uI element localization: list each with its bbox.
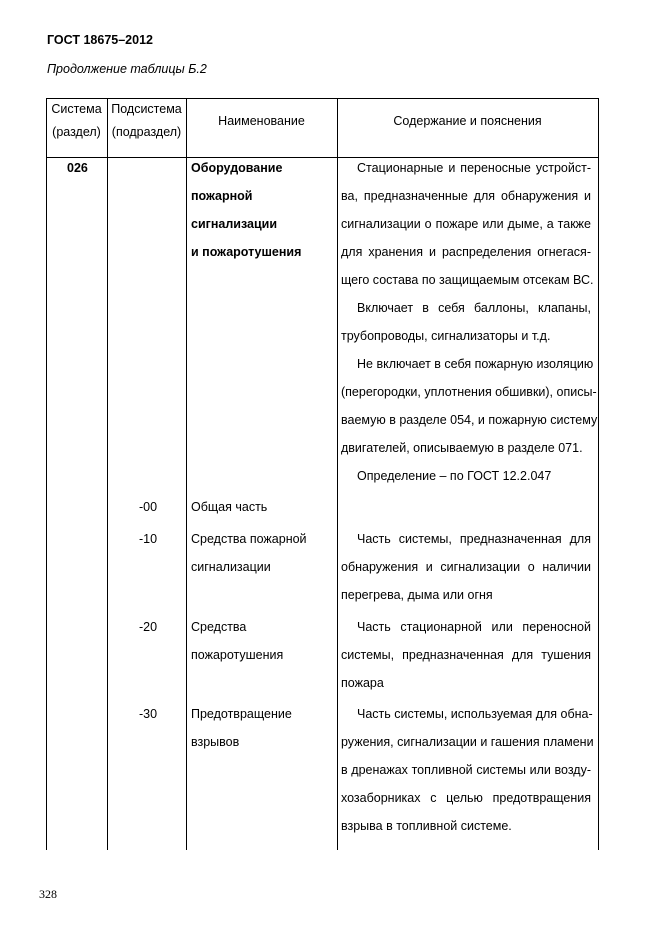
content-line: трубопроводы, сигнализаторы и т.д.: [341, 329, 551, 343]
subsystem-name-line: Средства пожарной: [191, 532, 307, 546]
subsystem-name-line: пожаротушения: [191, 648, 284, 662]
table-continuation-caption: Продолжение таблицы Б.2: [47, 62, 207, 76]
content-line: Стационарные и переносные устройст-: [357, 161, 591, 175]
content-line: сигнализации о пожаре или дыме, а также: [341, 217, 591, 231]
content-line: (перегородки, уплотнения обшивки), описы-: [341, 385, 597, 399]
content-line: ва, предназначенные для обнаружения и: [341, 189, 591, 203]
content-line: Включает в себя баллоны, клапаны,: [357, 301, 591, 315]
column-header-name: Наименование: [218, 114, 305, 128]
system-name-line: и пожаротушения: [191, 245, 302, 259]
page-number: 328: [39, 887, 57, 901]
content-line: ружения, сигнализации и гашения пламени: [341, 735, 594, 749]
content-line: перегрева, дыма или огня: [341, 588, 493, 602]
content-line: ваемую в разделе 054, и пожарную систему: [341, 413, 598, 427]
content-line: в дренажах топливной системы или возду-: [341, 763, 591, 777]
subsystem-code: -20: [139, 620, 158, 634]
content-line: Определение – по ГОСТ 12.2.047: [357, 469, 552, 483]
document-standard-title: ГОСТ 18675–2012: [47, 33, 153, 47]
system-name-line: пожарной: [191, 189, 253, 203]
subsystem-name-line: сигнализации: [191, 560, 271, 574]
column-header-content: Содержание и пояснения: [393, 114, 542, 128]
column-header-subsystem: Подсистема: [111, 102, 182, 116]
system-name-line: Оборудование: [191, 161, 283, 175]
system-name-line: сигнализации: [191, 217, 278, 231]
content-line: пожара: [341, 676, 384, 690]
content-line: Не включает в себя пожарную изоляцию: [357, 357, 594, 371]
system-code: 026: [67, 161, 88, 175]
content-line: взрыва в топливной системе.: [341, 819, 512, 833]
content-line: системы, предназначенная для тушения: [341, 648, 591, 662]
subsystem-name-line: Предотвращение: [191, 707, 292, 721]
subsystem-name-line: взрывов: [191, 735, 240, 749]
content-line: Часть стационарной или переносной: [357, 620, 591, 634]
column-header-system-sub: (раздел): [52, 125, 101, 139]
subsystem-code: -10: [139, 532, 158, 546]
content-line: обнаружения и сигнализации о наличии: [341, 560, 591, 574]
subsystem-code: -00: [139, 500, 158, 514]
column-header-subsystem-sub: (подраздел): [111, 125, 182, 139]
content-line: Часть системы, предназначенная для: [357, 532, 591, 546]
subsystem-code: -30: [139, 707, 158, 721]
content-line: щего состава по защищаемым отсекам ВС.: [341, 273, 594, 287]
content-line: для хранения и распределения огнегася-: [341, 245, 591, 259]
content-line: хозаборниках с целью предотвращения: [341, 791, 591, 805]
content-line: двигателей, описываемую в разделе 071.: [341, 441, 583, 455]
column-header-system: Система: [51, 102, 102, 116]
subsystem-name-line: Средства: [191, 620, 247, 634]
content-line: Часть системы, используемая для обна-: [357, 707, 593, 721]
subsystem-name-line: Общая часть: [191, 500, 268, 514]
